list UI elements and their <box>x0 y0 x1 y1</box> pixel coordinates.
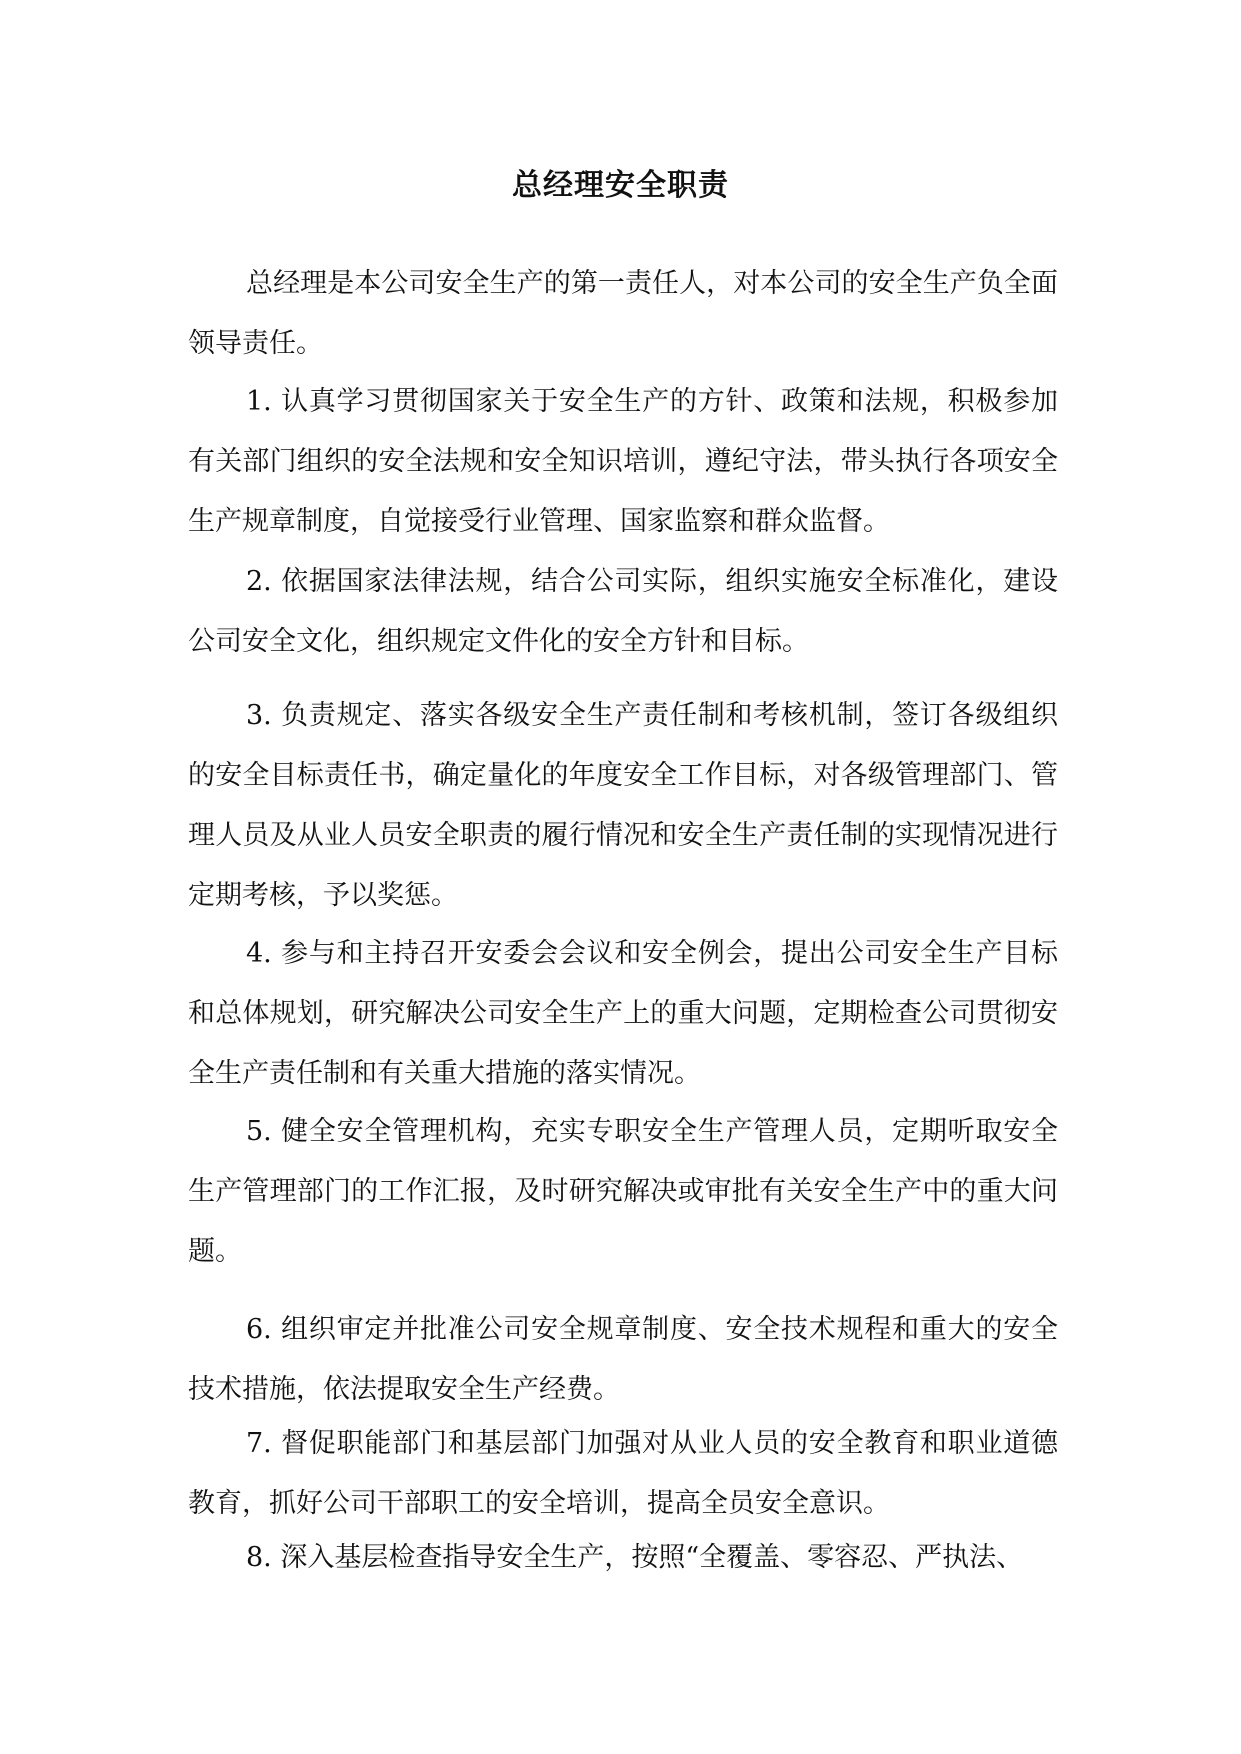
duty-item-5: 5. 健全安全管理机构，充实专职安全生产管理人员，定期听取安全生产管理部门的工作汇报，及时研究解决或审批有关安全生产中的重大问题。 <box>188 1116 1058 1267</box>
document-title: 总经理安全职责 <box>512 168 729 203</box>
duty-item-7: 7. 督促职能部门和基层部门加强对从业人员的安全教育和职业道德教育，抓好公司干部职工的安全培训，提高全员安全意识。 <box>188 1428 1058 1519</box>
duty-item-2: 2. 依据国家法律法规，结合公司实际，组织实施安全标准化，建设公司安全文化，组织规定文件化的安全方针和目标。 <box>188 566 1058 657</box>
duty-item-1: 1. 认真学习贯彻国家关于安全生产的方针、政策和法规，积极参加有关部门组织的安全法规和安全知识培训，遵纪守法，带头执行各项安全生产规章制度，自觉接受行业管理、国家监察和群众监督。 <box>188 386 1058 537</box>
duty-item-8: 8. 深入基层检查指导安全生产，按照“全覆盖、零容忍、严执法、 <box>246 1542 1024 1573</box>
intro-paragraph: 总经理是本公司安全生产的第一责任人，对本公司的安全生产负全面领导责任。 <box>188 268 1058 359</box>
duty-item-3: 3. 负责规定、落实各级安全生产责任制和考核机制，签订各级组织的安全目标责任书，确定量化的年度安全工作目标，对各级管理部门、管理人员及从业人员安全职责的履行情况和安全生产责任制的实现情况进行定期考核，予以奖惩。 <box>188 700 1058 911</box>
duty-item-4: 4. 参与和主持召开安委会会议和安全例会，提出公司安全生产目标和总体规划，研究解决公司安全生产上的重大问题，定期检查公司贯彻安全生产责任制和有关重大措施的落实情况。 <box>188 938 1058 1089</box>
duty-item-6: 6. 组织审定并批准公司安全规章制度、安全技术规程和重大的安全技术措施，依法提取安全生产经费。 <box>188 1314 1058 1405</box>
